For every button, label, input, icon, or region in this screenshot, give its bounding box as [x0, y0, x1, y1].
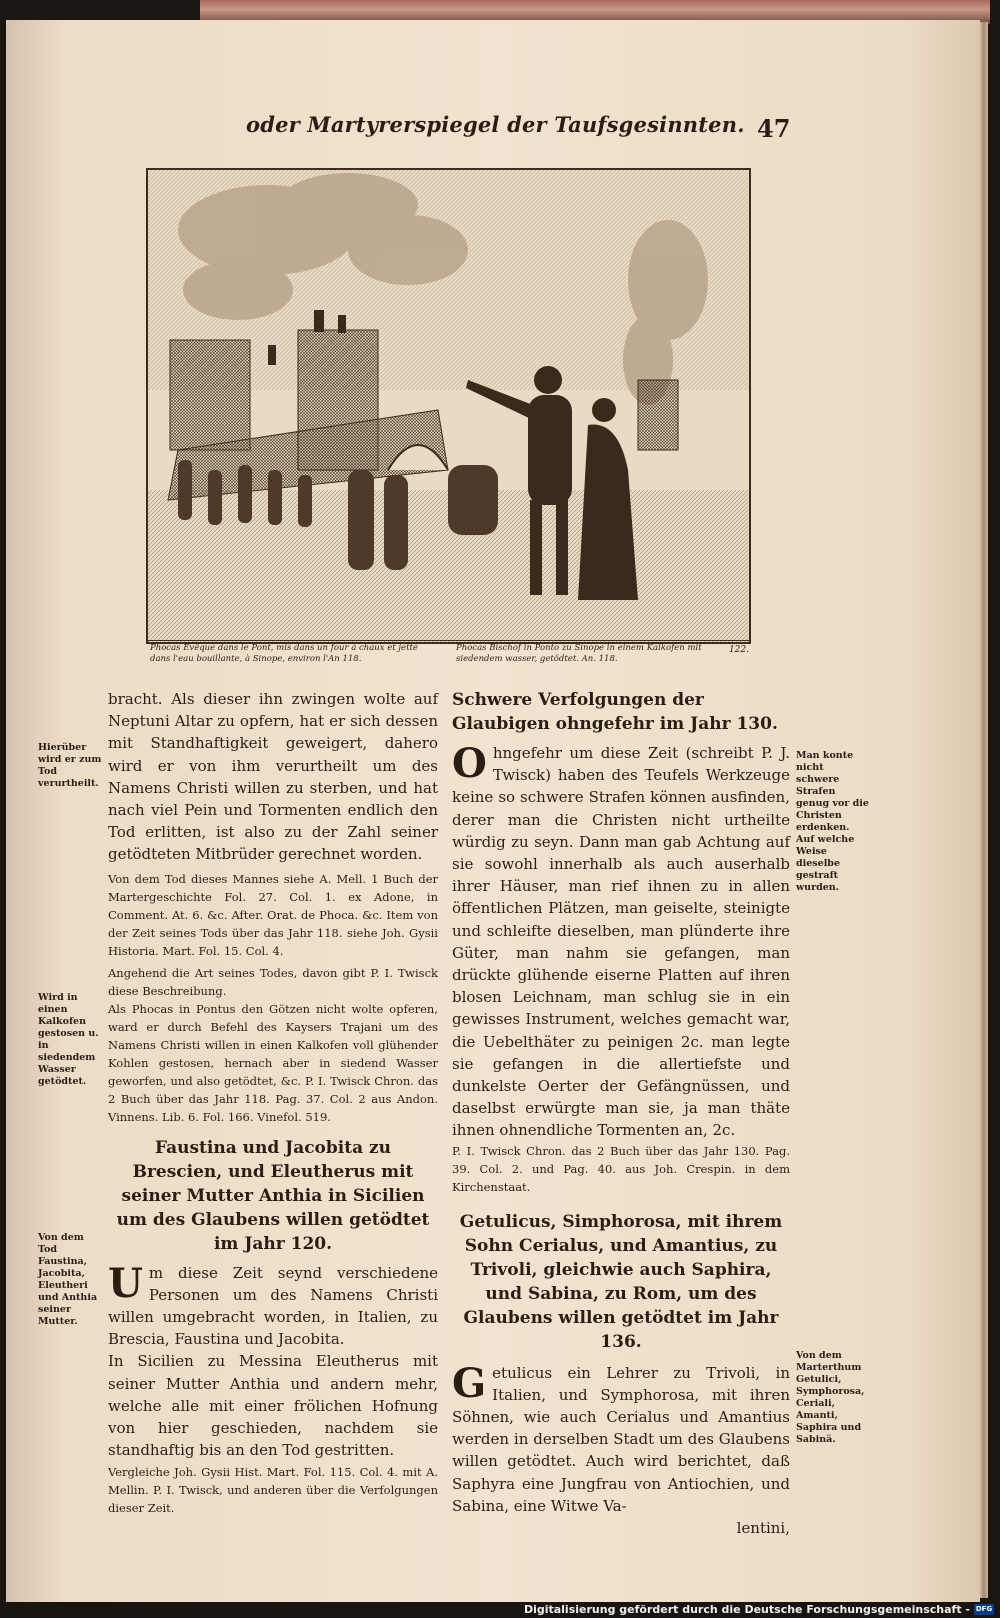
caption-french: Phocas Evêque dans le Pont, mis dans un four à chaux et jetté dans l'eau bouillante, à Sinope, environ l'An 118.: [150, 643, 418, 664]
left-section-paragraph: [108, 1259, 438, 1351]
right-section-paragraph-1-text: hngefehr um diese Zeit (schreibt P. J. Twisck) haben des Teufels Werkzeuge keine so schwere Strafen können ausfinden, derer man die Christen nicht urtheilte würdig zu seyn. Dann man gab Achtung auf sie sowohl innerhalb als auch auserhalb ihrer Häuser, man rief ihnen zu in allen öffentlichen Plätzen, man geiselte, steinigte und schleifte dieselben, man plünderte ihre Güter, man nahm sie gefangen, man drückte glühende eiserne Platten auf ihren blosen Leichnam, man schlug sie in ein gewisses Instrument, welches gemacht war, die Uebelthäter zu peinigen 2c. man legte sie gefangen in die allertiefste und dunkelste Oerter der Gefängnüssen, und daselbst erwürgte man sie, ja man thäte ihnen ohnendliche Tormenten an, 2c.: [452, 744, 790, 1140]
plate-number: 122.: [728, 645, 749, 655]
drop-cap: U: [108, 1259, 143, 1307]
left-section-heading: Faustina und Jacobita zu Brescien, und Eleutherus mit seiner Mutter Anthia in Sicilien um des Glaubens willen getödtet im Jahr 120.: [116, 1137, 430, 1254]
right-section-heading-1: Schwere Verfolgungen der Glaubigen ohngefehr im Jahr 130.: [452, 690, 778, 734]
right-column: [452, 688, 790, 1539]
right-reference-1: P. I. Twisck Chron. das 2 Buch über das Jahr 130. Pag. 39. Col. 2. und Pag. 40. aus Joh. Crespin. in dem Kirchenstaat.: [452, 1143, 790, 1194]
dfg-logo: DFG: [975, 1605, 993, 1613]
margin-note-right-3: Von dem Marterthum Getulici, Symphorosa, Ceriali, Amanti, Saphira und Sabinä.: [796, 1350, 865, 1445]
margin-note-left-1: Hierüber wird er zum Tod verurtheilt.: [38, 742, 102, 789]
margin-note-right-2: Auf welche Weise dieselbe gestraft wurden.: [796, 834, 855, 893]
left-intro-paragraph: bracht. Als dieser ihn zwingen wolte auf Neptuni Altar zu opfern, hat er sich dessen mit Standhaftigkeit geweigert, dahero wird er von ihm verurtheilt um des Namens Christi willen zu sterben, und hat nach viel Pein und Tormenten endlich den Tod erlitten, ist also zu der Zahl seiner getödteten Mitbrüder gerechnet worden.: [108, 690, 438, 864]
left-section-paragraph-text: m diese Zeit seynd verschiedene Personen um des Namens Christi willen umgebracht worden, in Italien, zu Brescia, Faustina und Jacobita.: [108, 1263, 438, 1349]
left-reference-1: Von dem Tod dieses Mannes siehe A. Mell. 1 Buch der Martergeschichte Fol. 27. Col. 1. ex Adone, in Comment. At. 6. &c. After. Orat. de Phoca. &c. Item von der Zeit seines Tods über das Jahr 118. siehe Joh. Gysii Historia. Mart. Fol. 15. Col. 4.: [108, 871, 438, 958]
caption-german: Phocas Bischof in Ponto zu Sinope in einem Kalkofen mit siedendem wasser, getödtet. An. 118.: [456, 643, 702, 664]
right-section-paragraph-2-text: etulicus ein Lehrer zu Trivoli, in Italien, und Symphorosa, mit ihren Söhnen, wie auch Cerialus und Amantius werden in derselben Stadt um des Glaubens willen getödtet. Auch wird berichtet, daß Saphyra eine Jungfrau von Antiochien, und Sabina, eine Witwe Va-: [452, 1363, 790, 1515]
dfg-credit: Digitalisierung gefördert durch die Deutsche Forschungsgemeinschaft -: [523, 1603, 970, 1616]
martyrdom-engraving: [146, 168, 751, 644]
right-section-end-word: lentini,: [736, 1519, 790, 1538]
right-section-paragraph-2: [452, 1359, 790, 1517]
margin-note-left-2: Wird in einen Kalkofen gestosen u. in siedendem Wasser getödtet.: [38, 992, 99, 1087]
engraving-caption: [146, 640, 751, 669]
right-section-heading-2: Getulicus, Simphorosa, mit ihrem Sohn Cerialus, und Amantius, zu Trivoli, gleichwie auch Saphira, und Sabina, zu Rom, um des Glaubens willen getödtet im Jahr 136.: [459, 1211, 783, 1352]
drop-cap: G: [452, 1359, 487, 1407]
left-reference-2: Angehend die Art seines Todes, davon gibt P. I. Twisck diese Beschreibung.: [108, 965, 438, 998]
left-reference-4: Vergleiche Joh. Gysii Hist. Mart. Fol. 115. Col. 4. mit A. Mellin. P. I. Twisck, und anderen über die Verfolgungen dieser Zeit.: [108, 1465, 438, 1516]
left-reference-3: Als Phocas in Pontus den Götzen nicht wolte opferen, ward er durch Befehl des Kaysers Trajani um des Namens Christi willen in einen Kalkofen voll glühender Kohlen gestosen, hernach aber in siedend Wasser geworfen, und also getödtet, &c. P. I. Twisck Chron. das 2 Buch über das Jahr 118. Pag. 37. Col. 2 aus Andon. Vinnens. Lib. 6. Fol. 166. Vinefol. 519.: [108, 1001, 438, 1124]
drop-cap: O: [452, 740, 487, 787]
page-stack-edge: [980, 22, 988, 1598]
margin-note-right-1: Man konte nicht schwere Strafen genug vor die Christen erdenken.: [796, 750, 869, 833]
engraving-illustration: [148, 170, 749, 642]
right-section-paragraph-1: [452, 742, 790, 1142]
running-title: oder Martyrerspiegel der Taufsgesinnten.: [246, 112, 745, 137]
page-number: 47: [757, 114, 791, 143]
left-column: [108, 688, 438, 1517]
margin-note-left-3: Von dem Tod Faustina, Jacobita, Eleutheri und Anthia seiner Mutter.: [38, 1232, 98, 1327]
left-section-paragraph-2: In Sicilien zu Messina Eleutherus mit seiner Mutter Anthia und andern mehr, welche alle mit einer frölichen Hofnung von hier geschieden, nachdem sie standhaftig bis an den Tod gestritten.: [108, 1352, 438, 1460]
